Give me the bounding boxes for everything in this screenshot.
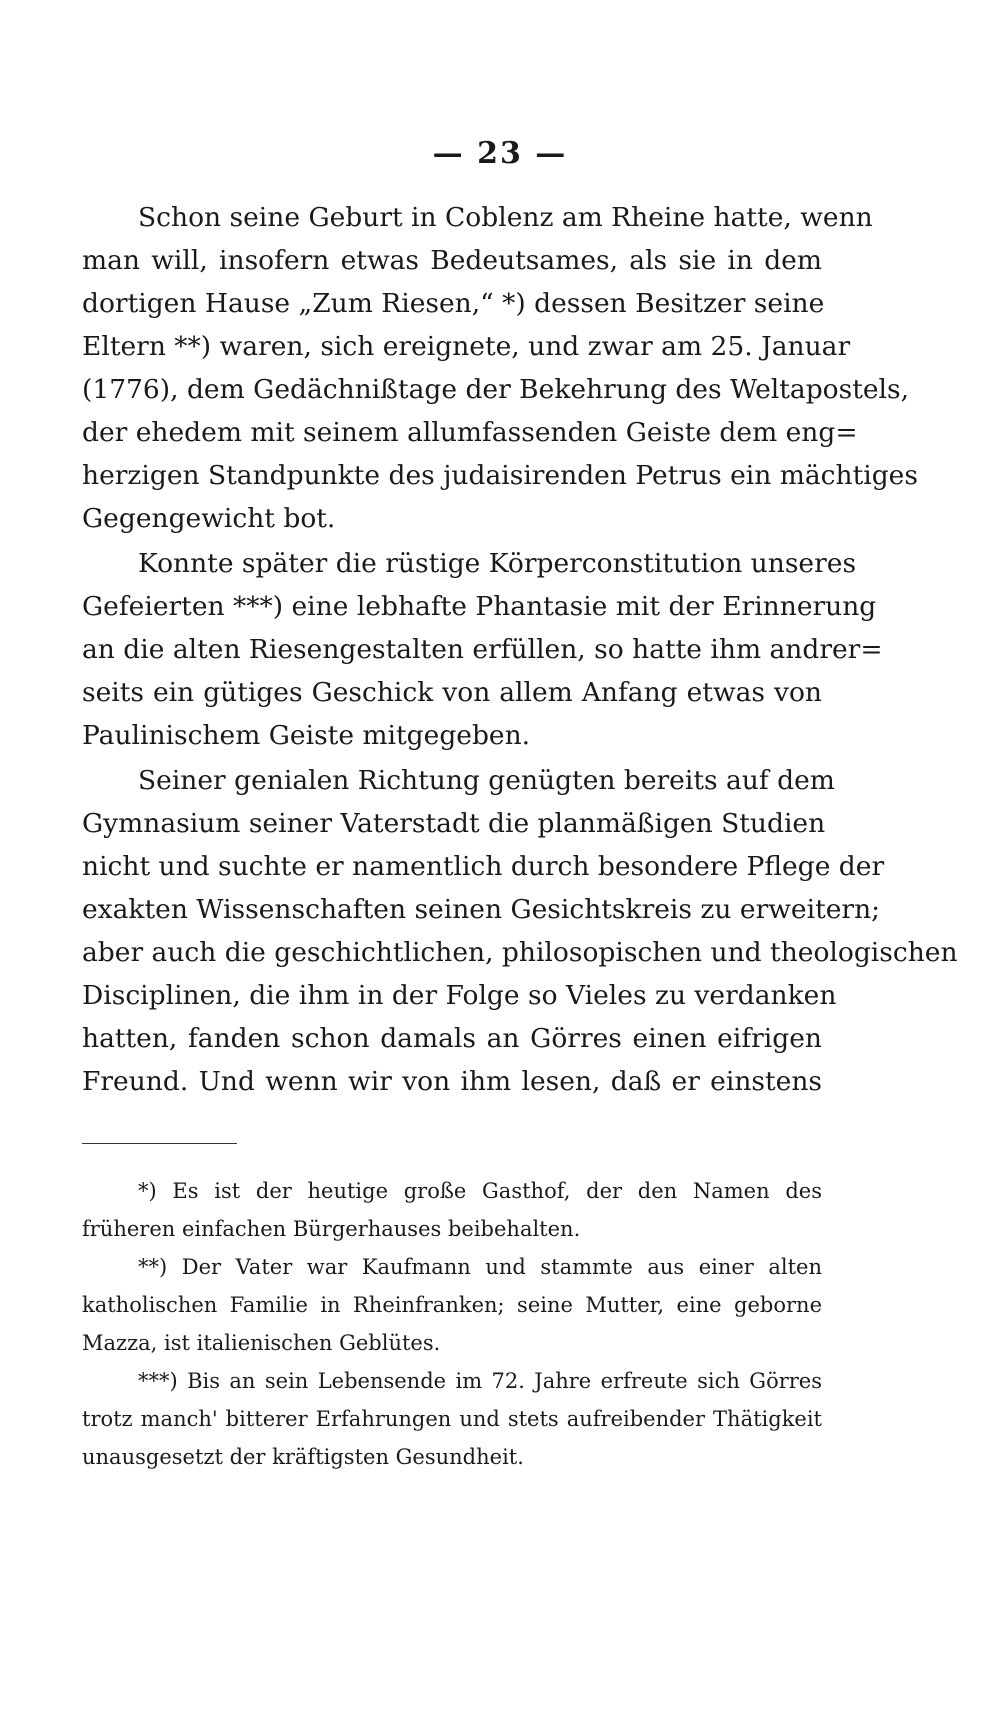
footnote-3	[82, 1362, 822, 1476]
paragraph-1	[82, 196, 918, 540]
footnote-2	[82, 1248, 822, 1362]
text-line: herzigen Standpunkte des judaisirenden Petrus ein mächtiges	[82, 460, 918, 491]
footnote-line: trotz manch' bitterer Erfahrungen und stets aufreibender Thätigkeit	[82, 1407, 822, 1431]
text-line: seits ein gütiges Geschick von allem Anfang etwas von	[82, 677, 822, 708]
text-line: der ehedem mit seinem allumfassenden Geiste dem eng=	[82, 417, 858, 448]
footnotes	[82, 1172, 822, 1476]
page-number: — 23 —	[432, 136, 568, 171]
text-line: Schon seine Geburt in Coblenz am Rheine hatte, wenn	[138, 202, 873, 233]
text-line: Eltern **) waren, sich ereignete, und zwar am 25. Januar	[82, 331, 851, 362]
footnote-1	[82, 1172, 822, 1248]
footnote-line: früheren einfachen Bürgerhauses beibehalten.	[82, 1217, 581, 1241]
text-line: Freund. Und wenn wir von ihm lesen, daß er einstens	[82, 1066, 822, 1097]
paragraph-2	[82, 542, 883, 757]
footnote-separator	[82, 1143, 237, 1144]
footnote-line: katholischen Familie in Rheinfranken; seine Mutter, eine geborne	[82, 1293, 822, 1317]
text-line: Disciplinen, die ihm in der Folge so Vieles zu verdanken	[82, 980, 837, 1011]
footnote-line: **) Der Vater war Kaufmann und stammte aus einer alten	[138, 1255, 822, 1279]
text-line: man will, insofern etwas Bedeutsames, als sie in dem	[82, 245, 822, 276]
footnote-line: unausgesetzt der kräftigsten Gesundheit.	[82, 1445, 524, 1469]
footnote-line: ***) Bis an sein Lebensende im 72. Jahre erfreute sich Görres	[138, 1369, 822, 1393]
footnote-line: *) Es ist der heutige große Gasthof, der den Namen des	[138, 1179, 822, 1203]
text-line: Gymnasium seiner Vaterstadt die planmäßigen Studien	[82, 808, 826, 839]
text-line: Gegengewicht bot.	[82, 503, 336, 534]
text-line: Paulinischem Geiste mitgegeben.	[82, 720, 531, 751]
footnote-line: Mazza, ist italienischen Geblütes.	[82, 1331, 441, 1355]
text-line: dortigen Hause „Zum Riesen,“ *) dessen Besitzer seine	[82, 288, 825, 319]
body-text	[82, 196, 958, 1103]
text-line: aber auch die geschichtlichen, philosopischen und theologischen	[82, 937, 958, 968]
text-line: Gefeierten ***) eine lebhafte Phantasie mit der Erinnerung	[82, 591, 877, 622]
text-line: (1776), dem Gedächnißtage der Bekehrung des Weltapostels,	[82, 374, 910, 405]
text-line: nicht und suchte er namentlich durch besondere Pflege der	[82, 851, 885, 882]
text-line: an die alten Riesengestalten erfüllen, so hatte ihm andrer=	[82, 634, 883, 665]
text-line: Konnte später die rüstige Körperconstitution unseres	[138, 548, 857, 579]
text-line: hatten, fanden schon damals an Görres einen eifrigen	[82, 1023, 822, 1054]
paragraph-3	[82, 759, 958, 1103]
text-line: exakten Wissenschaften seinen Gesichtskreis zu erweitern;	[82, 894, 881, 925]
text-line: Seiner genialen Richtung genügten bereits auf dem	[138, 765, 835, 796]
